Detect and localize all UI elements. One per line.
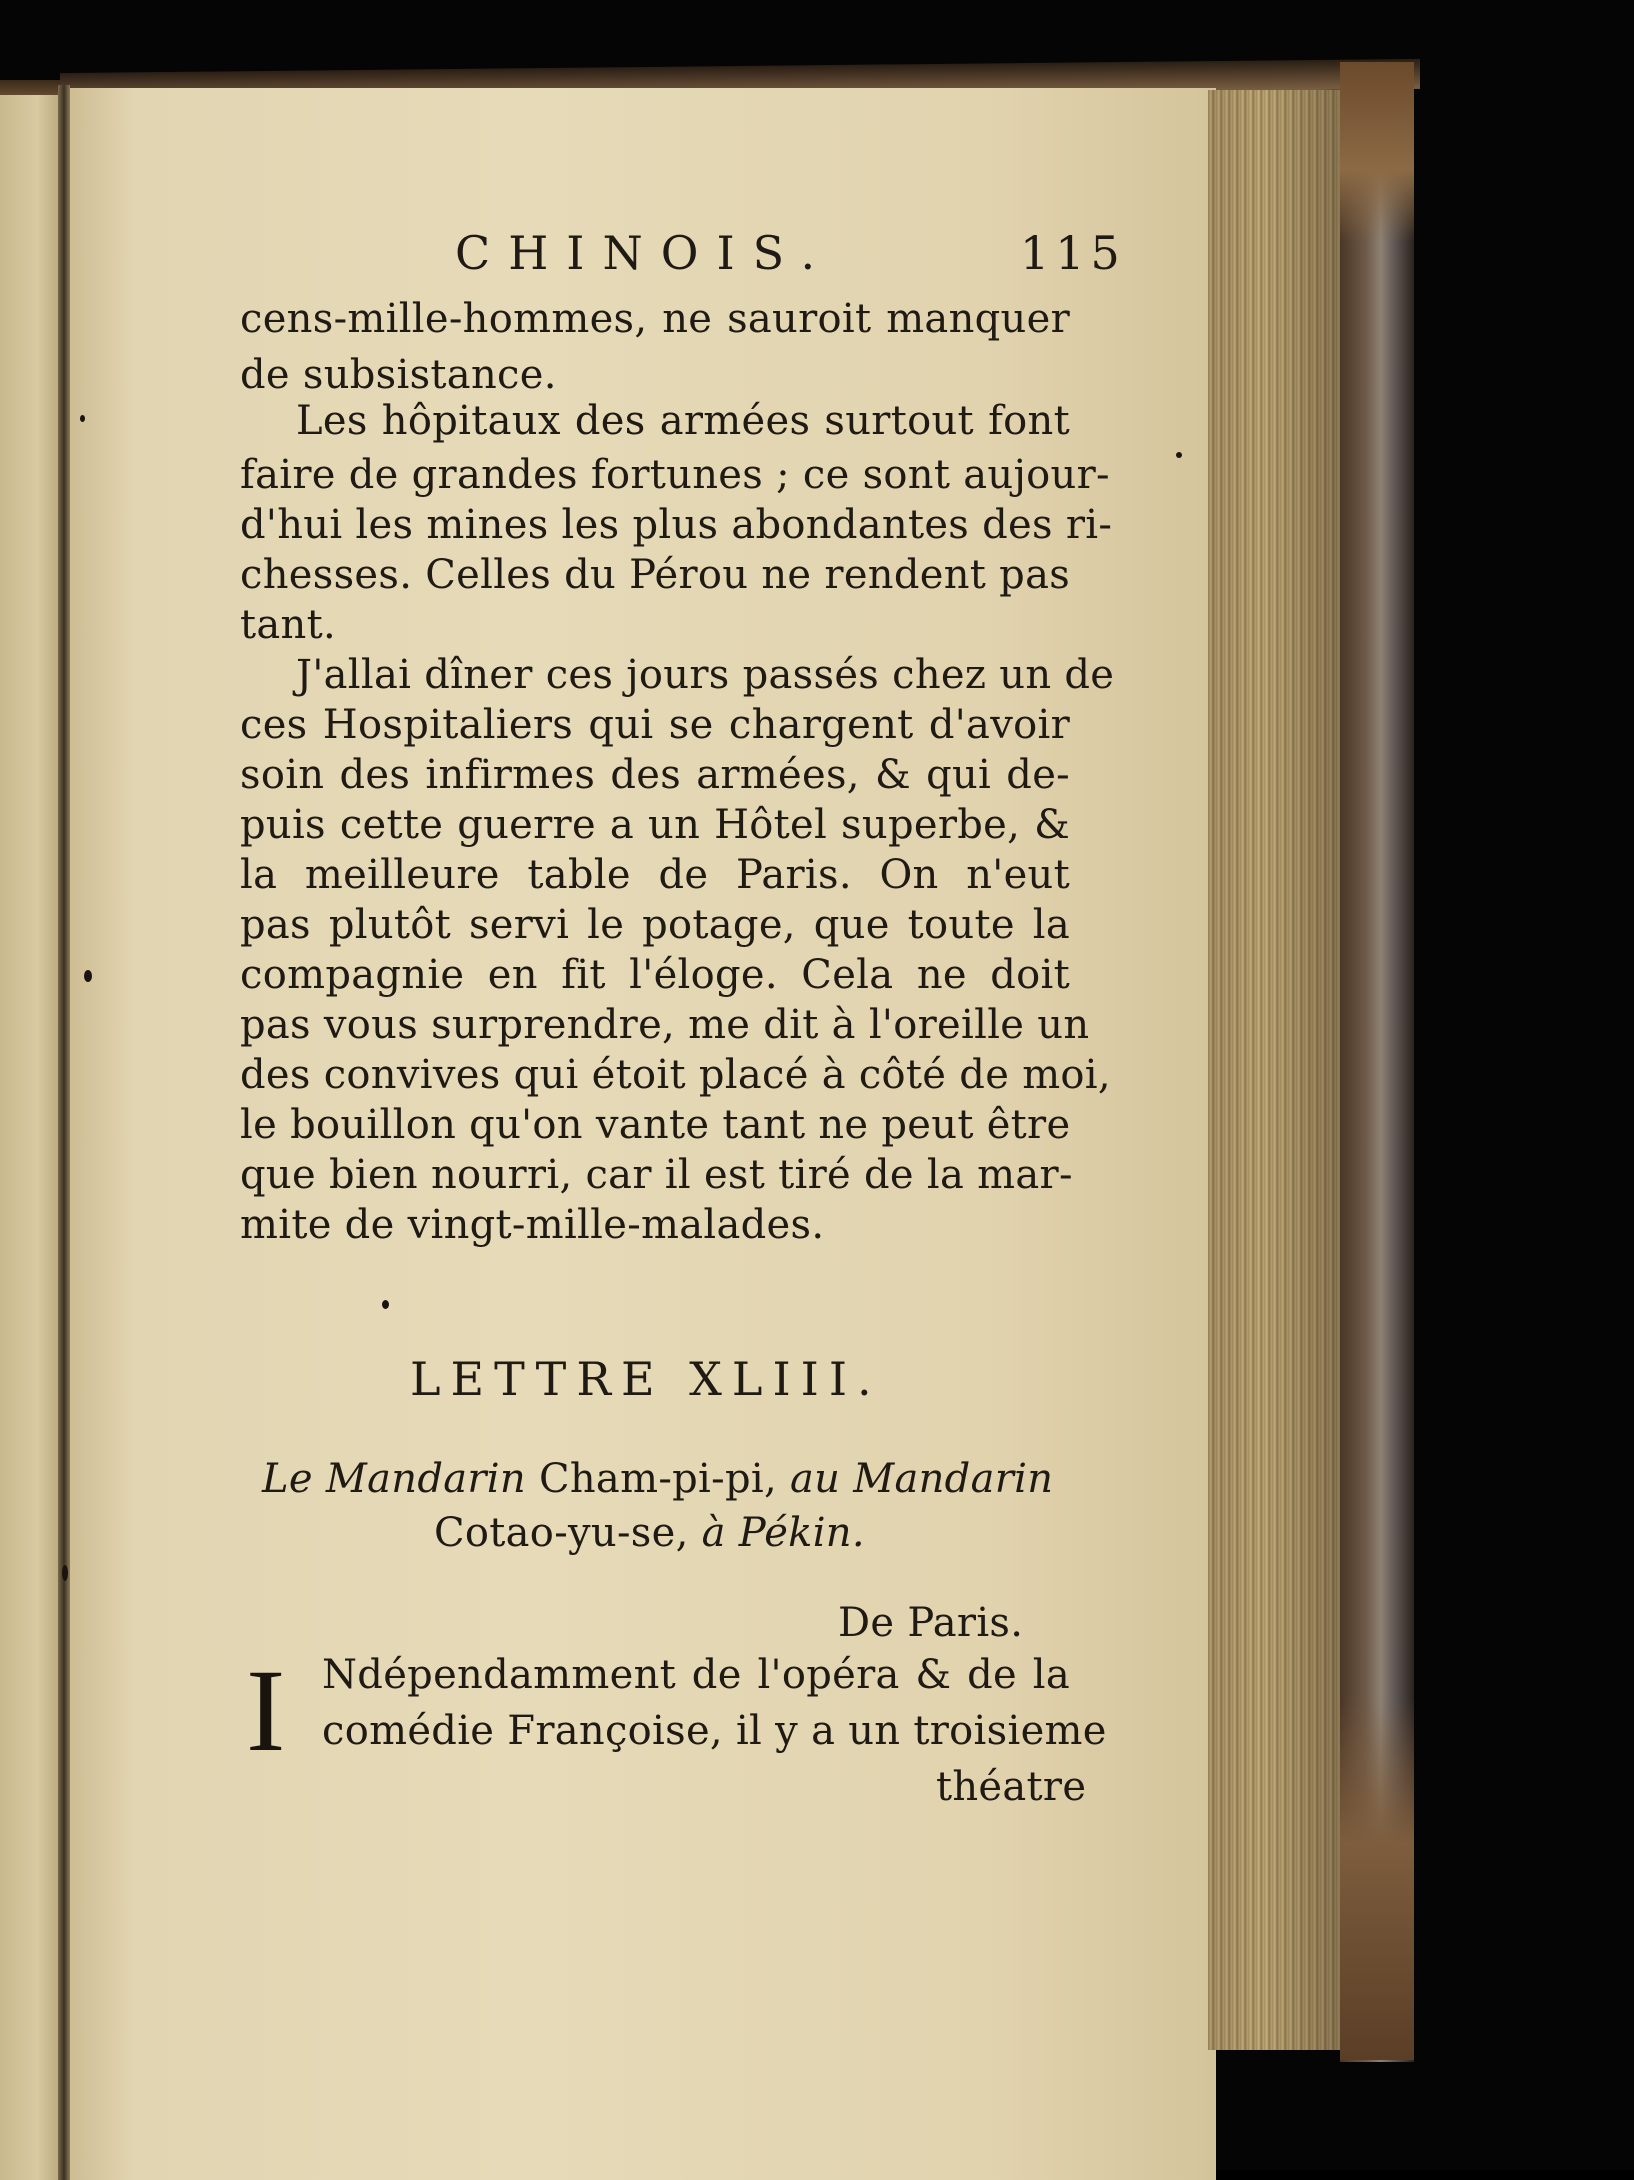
left-page bbox=[0, 95, 62, 2180]
body-line: le bouillon qu'on vante tant ne peut être bbox=[240, 1102, 1071, 1148]
body-line: mite de vingt-mille-malades. bbox=[240, 1202, 825, 1248]
body-line: cens-mille-hommes, ne sauroit manquer bbox=[240, 296, 1070, 342]
ink-speck bbox=[382, 1300, 389, 1309]
ink-speck bbox=[1176, 452, 1182, 458]
body-line: pas vous surprendre, me dit à l'oreille un bbox=[240, 1002, 1090, 1048]
body-line: chesses. Celles du Pérou ne rendent pas bbox=[240, 552, 1071, 598]
address-italic: au Mandarin bbox=[789, 1456, 1054, 1502]
letter-address-line-2 bbox=[434, 1510, 865, 1556]
letter-opening-line: Ndépendamment de l'opéra & de la bbox=[322, 1652, 1070, 1698]
body-line: faire de grandes fortunes ; ce sont aujour- bbox=[240, 452, 1110, 498]
body-line: d'hui les mines les plus abondantes des ri- bbox=[240, 502, 1113, 548]
body-line: des convives qui étoit placé à côté de moi, bbox=[240, 1052, 1111, 1098]
body-line: J'allai dîner ces jours passés chez un de bbox=[296, 652, 1115, 698]
body-line: de subsistance. bbox=[240, 352, 557, 398]
letter-title: LETTRE XLIII. bbox=[410, 1352, 882, 1406]
address-roman: Cham-pi-pi, bbox=[538, 1456, 777, 1502]
address-roman: Cotao-yu-se, bbox=[434, 1510, 689, 1556]
gutter bbox=[58, 85, 70, 2180]
page-number: 115 bbox=[1020, 226, 1126, 280]
address-italic: à Pékin. bbox=[701, 1510, 865, 1556]
letter-place: De Paris. bbox=[838, 1600, 1024, 1646]
running-title: CHINOIS. bbox=[455, 226, 834, 280]
address-italic: Le Mandarin bbox=[262, 1456, 526, 1502]
ink-speck bbox=[62, 1565, 68, 1581]
catchword: théatre bbox=[936, 1764, 1087, 1810]
drop-cap: I bbox=[246, 1645, 286, 1776]
body-line: la meilleure table de Paris. On n'eut bbox=[240, 852, 1070, 898]
body-line: pas plutôt servi le potage, que toute la bbox=[240, 902, 1070, 948]
cover-corner-top bbox=[1340, 62, 1414, 242]
body-line: puis cette guerre a un Hôtel superbe, & bbox=[240, 802, 1070, 848]
body-line: soin des infirmes des armées, & qui de- bbox=[240, 752, 1070, 798]
body-line: Les hôpitaux des armées surtout font bbox=[296, 398, 1070, 444]
body-line: que bien nourri, car il est tiré de la mar- bbox=[240, 1152, 1073, 1198]
ink-speck bbox=[80, 415, 85, 422]
letter-address-line-1 bbox=[262, 1456, 1053, 1502]
body-line: tant. bbox=[240, 602, 336, 648]
body-line: ces Hospitaliers qui se chargent d'avoir bbox=[240, 702, 1070, 748]
cover-corner-bottom bbox=[1340, 1700, 1414, 2060]
body-line: compagnie en fit l'éloge. Cela ne doit bbox=[240, 952, 1070, 998]
page-edges-shade bbox=[1208, 90, 1348, 2050]
ink-speck bbox=[84, 970, 92, 982]
letter-opening-line: comédie Françoise, il y a un troisieme bbox=[322, 1708, 1107, 1754]
